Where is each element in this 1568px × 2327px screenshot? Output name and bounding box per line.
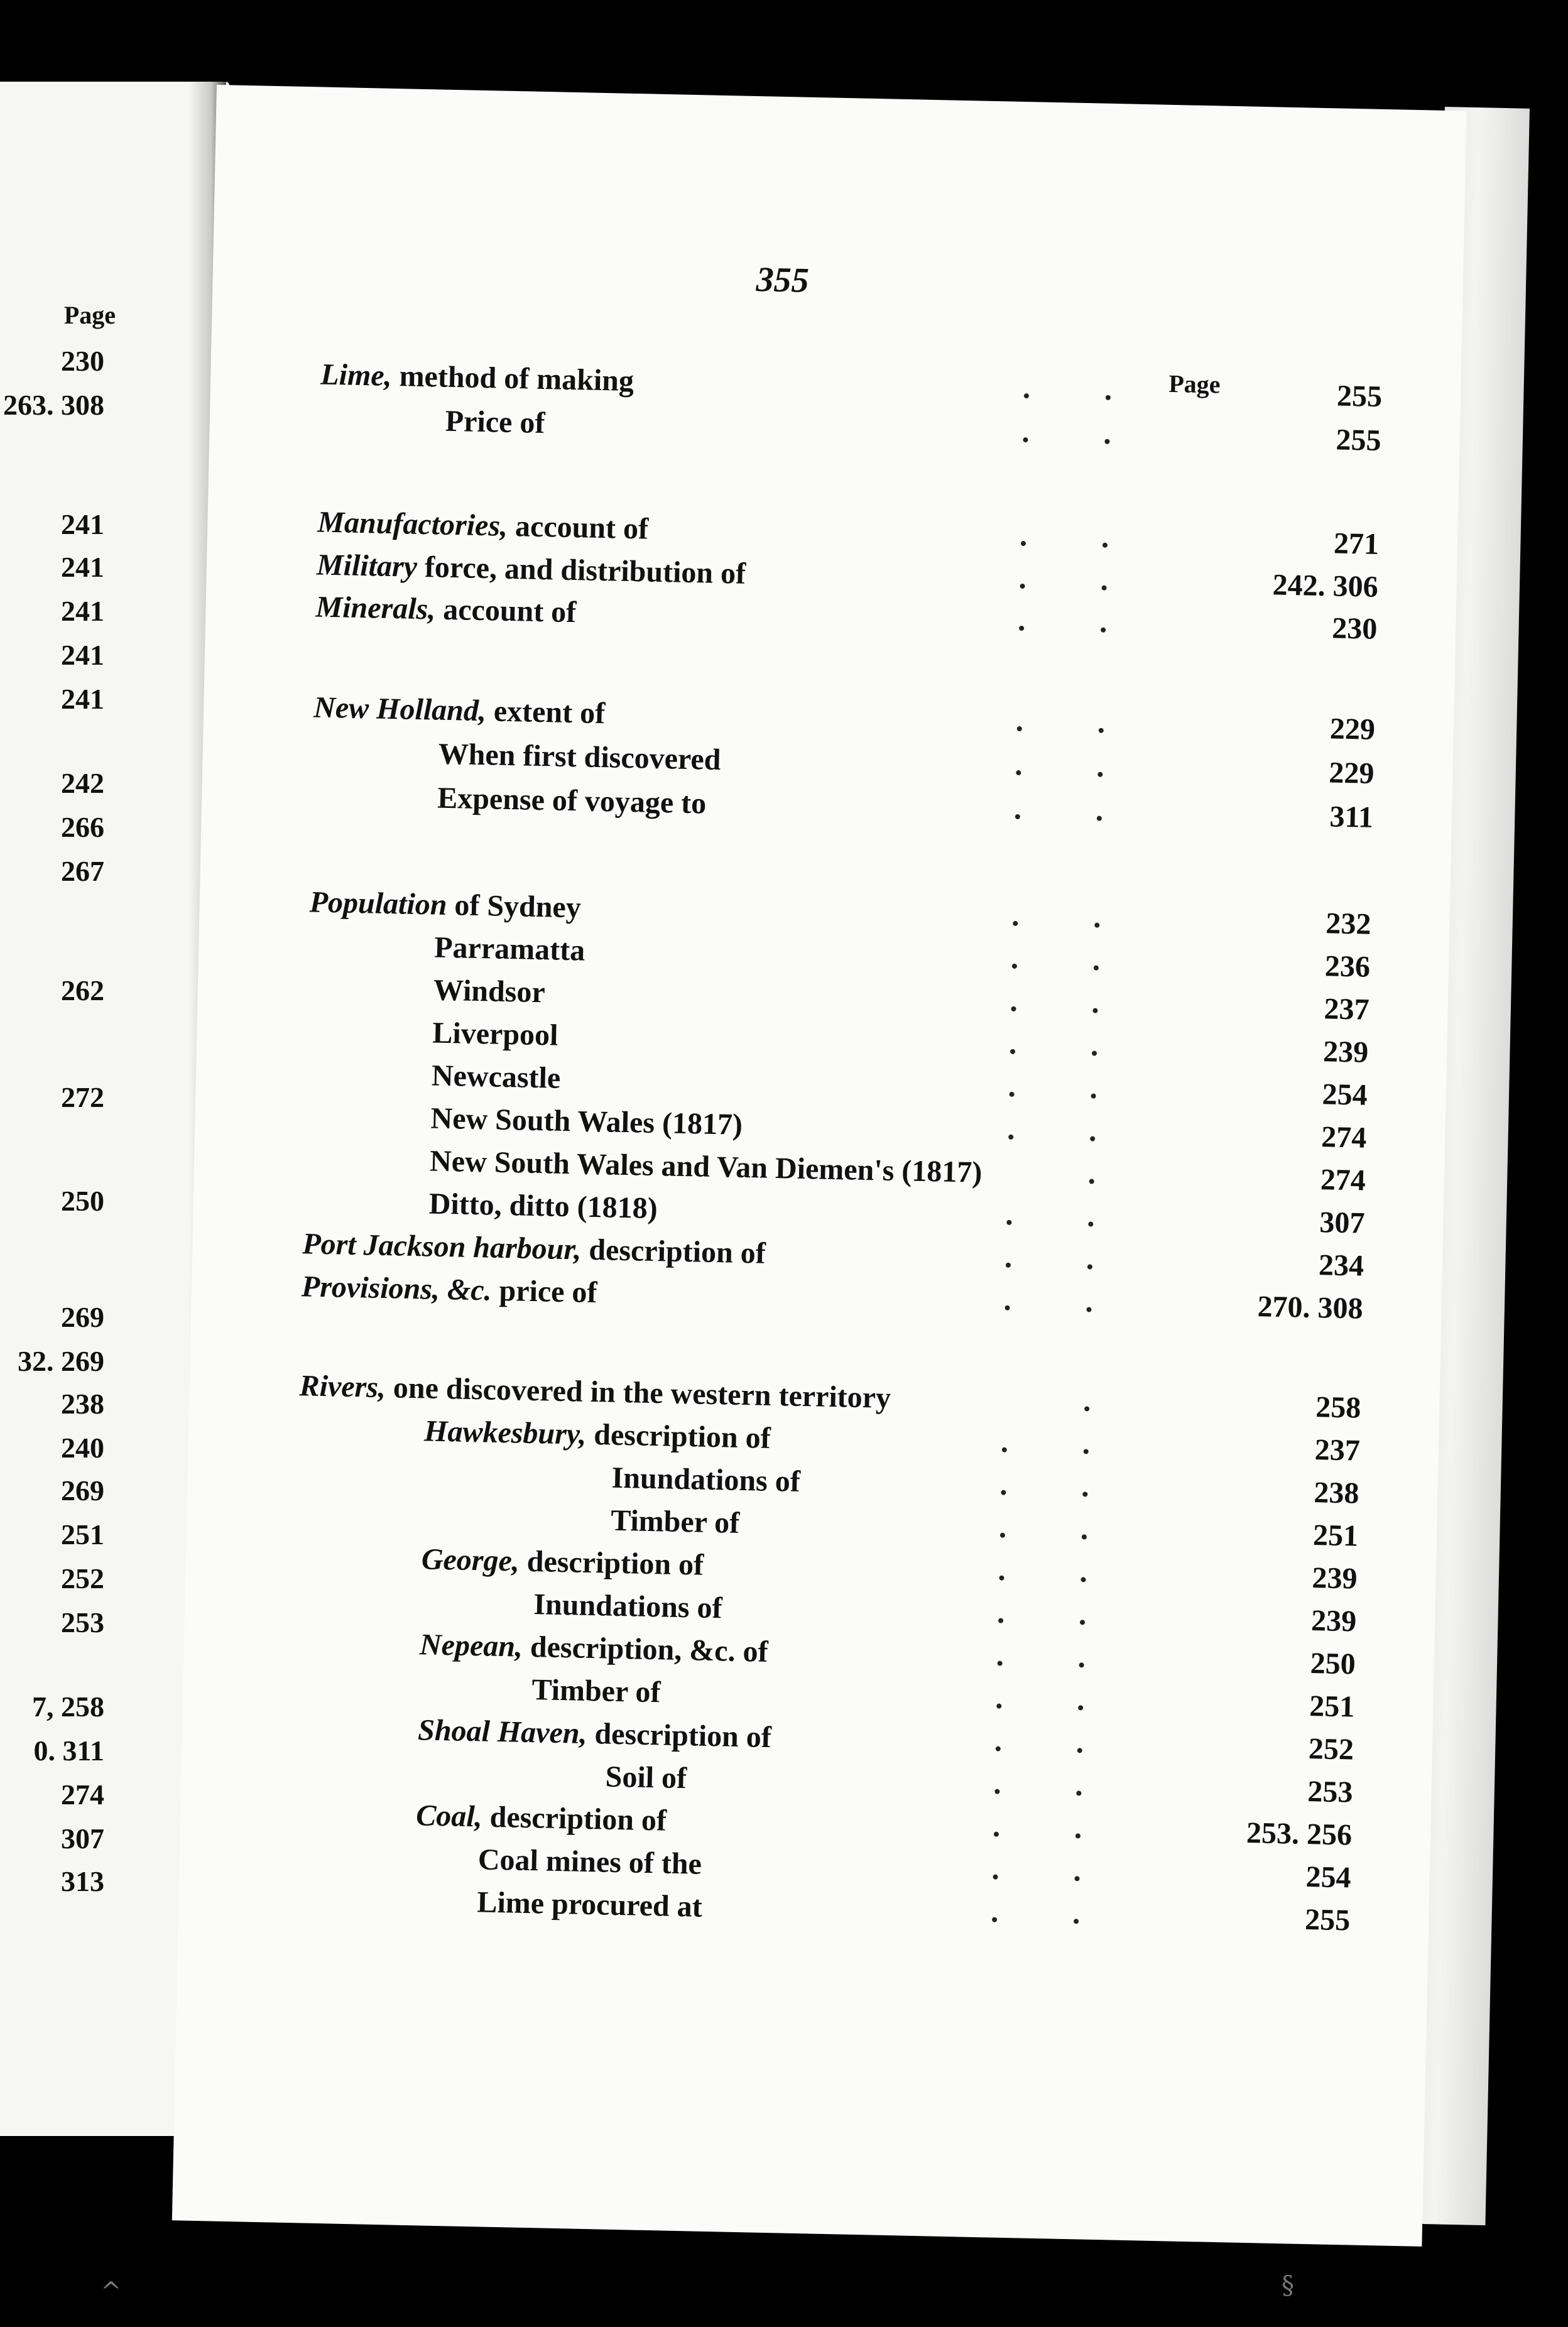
page-reference: 252 (1308, 1731, 1354, 1767)
index-subtext: description of (585, 1417, 771, 1455)
index-entry-text (299, 1368, 891, 1415)
index-entry-text (301, 1269, 597, 1310)
index-subtext: Coal mines of the (477, 1843, 702, 1881)
leader-dot (1094, 966, 1099, 971)
leader-dot (1006, 1263, 1011, 1268)
index-subtext: When first discovered (438, 737, 721, 777)
previous-page-number: 32. 269 (18, 1345, 104, 1377)
leader-dot (1092, 1051, 1097, 1056)
leader-dot (1080, 1620, 1085, 1625)
previous-page-number: 241 (61, 683, 104, 715)
page-reference: 307 (1319, 1206, 1366, 1240)
index-subtext: New South Wales and Van Diemen's (1817) (429, 1144, 983, 1189)
index-entry-text (611, 1503, 740, 1540)
scan-mark: ^ (101, 2277, 122, 2306)
leader-dot (1011, 1006, 1016, 1011)
leader-dot (1010, 1049, 1015, 1054)
page-reference: 254 (1305, 1860, 1352, 1895)
page-reference: 239 (1310, 1604, 1357, 1638)
index-subtext: description of (580, 1233, 766, 1270)
leader-dot (999, 1576, 1004, 1581)
previous-page-number: 240 (61, 1432, 104, 1464)
index-subtext: account of (507, 509, 649, 546)
previous-page-number: 0. 311 (33, 1735, 104, 1767)
page-reference: 253. 256 (1246, 1816, 1353, 1852)
leader-dot (994, 1832, 999, 1837)
index-entry-text (430, 1101, 743, 1142)
index-term: Shoal Haven, (417, 1713, 588, 1750)
leader-dot (1090, 1136, 1095, 1141)
page-reference: 251 (1309, 1689, 1355, 1724)
index-entry-text (531, 1672, 661, 1709)
page-reference: 311 (1329, 800, 1374, 834)
leader-dot (1074, 1919, 1079, 1924)
index-entry-text (419, 1627, 768, 1669)
previous-page-number: 272 (61, 1081, 104, 1113)
index-entry-text (434, 930, 585, 968)
leader-dot (1024, 393, 1029, 398)
page-reference: 274 (1320, 1120, 1367, 1155)
leader-dot (1017, 726, 1022, 731)
leader-dot (1101, 586, 1106, 591)
index-entry-text (433, 973, 545, 1010)
leader-dot (1087, 1264, 1092, 1269)
page-column-header: Page (1168, 369, 1221, 399)
index-subtext: Inundations of (611, 1461, 801, 1498)
index-term: George, (421, 1542, 520, 1578)
leader-dot (1010, 1092, 1015, 1097)
leader-dot (1091, 1093, 1096, 1098)
leader-dot (1081, 1577, 1086, 1582)
page-reference: 236 (1324, 949, 1371, 984)
index-subtext: description of (482, 1800, 667, 1838)
index-entry-text (445, 404, 545, 440)
index-entry-text (315, 589, 577, 629)
index-subtext: force, and distribution of (416, 550, 746, 591)
previous-page-number: 266 (61, 811, 104, 843)
index-entry-text (320, 357, 634, 398)
index-subtext: Windsor (433, 973, 546, 1010)
previous-page-number: 230 (61, 345, 104, 377)
leader-dot (1097, 816, 1102, 821)
index-term: Population (309, 885, 448, 922)
page-reference: 234 (1318, 1248, 1364, 1283)
leader-dot (994, 1789, 999, 1794)
index-subtext: extent of (486, 694, 606, 731)
index-entry-text (428, 1186, 658, 1226)
previous-page-number: 267 (61, 855, 104, 887)
page-reference: 254 (1322, 1077, 1368, 1112)
previous-page-number: 242 (61, 767, 104, 799)
previous-page-number: 307 (61, 1823, 104, 1855)
leader-dot (1101, 628, 1106, 633)
leader-dot (1084, 1449, 1089, 1454)
index-entry-text (431, 1059, 560, 1096)
leader-dot (1089, 1179, 1094, 1184)
previous-page-column-header: Page (63, 301, 116, 329)
index-term: Lime, (320, 357, 393, 393)
index-subtext: Newcastle (431, 1059, 561, 1095)
index-term: Provisions, &c. (301, 1270, 493, 1307)
leader-dot (1008, 1135, 1013, 1140)
previous-page-number: 263. 308 (3, 389, 104, 421)
page-reference: 239 (1312, 1561, 1358, 1596)
previous-page-number: 241 (61, 595, 104, 627)
leader-dot (1012, 964, 1017, 969)
leader-dot (998, 1661, 1003, 1666)
previous-page-number: 250 (61, 1185, 104, 1217)
index-term: New Holland, (313, 690, 487, 728)
leader-dot (1079, 1662, 1084, 1667)
index-term: Coal, (415, 1799, 483, 1834)
previous-page-number: 274 (61, 1779, 104, 1811)
previous-page-number: 251 (61, 1518, 104, 1550)
leader-dot (996, 1704, 1001, 1709)
leader-dot (1000, 1533, 1005, 1538)
page-number: 355 (756, 260, 810, 300)
index-subtext: Liverpool (432, 1016, 558, 1052)
previous-page-number: 238 (61, 1388, 104, 1420)
index-entry-text (438, 737, 721, 777)
page-reference: 251 (1312, 1518, 1359, 1553)
index-subtext: Price of (445, 404, 545, 440)
page-reference: 237 (1314, 1433, 1361, 1468)
leader-dot (1102, 543, 1108, 548)
index-term: Manufactories, (317, 505, 508, 543)
index-entry-text (477, 1842, 702, 1881)
index-subtext: Parramatta (433, 930, 585, 967)
page-reference: 270. 308 (1257, 1290, 1364, 1326)
page-reference: 271 (1333, 526, 1380, 561)
leader-dot (996, 1747, 1001, 1752)
leader-dot (1019, 626, 1024, 631)
previous-page-number: 7, 258 (32, 1691, 104, 1723)
previous-page-number: 241 (61, 639, 104, 671)
leader-dot (1094, 923, 1099, 928)
leader-dot (1023, 437, 1028, 442)
page-reference: 255 (1304, 1902, 1351, 1937)
leader-dot (1092, 1008, 1097, 1013)
index-term: Rivers, (299, 1369, 386, 1405)
index-entry-text (432, 1016, 558, 1053)
index-entry-text (611, 1461, 800, 1499)
leader-dot (1006, 1220, 1011, 1225)
page-reference: 274 (1320, 1163, 1366, 1197)
index-term: Military (316, 548, 418, 584)
index-entry-text (309, 885, 581, 925)
previous-page-number: 313 (61, 1865, 104, 1897)
index-subtext: Lime procured at (476, 1885, 703, 1924)
leader-dot (1082, 1534, 1087, 1539)
index-subtext: Inundations of (533, 1588, 723, 1625)
leader-dot (1078, 1705, 1083, 1710)
page-reference: 232 (1325, 907, 1371, 941)
leader-dot (1097, 772, 1102, 777)
previous-page-number: 269 (61, 1301, 104, 1333)
index-term: Hawkesbury, (423, 1414, 587, 1451)
page-reference: 242. 306 (1272, 568, 1379, 604)
index-term: Port Jackson harbour, (302, 1227, 582, 1267)
index-term: Nepean, (419, 1628, 523, 1664)
index-subtext: price of (491, 1273, 598, 1310)
previous-page-number: 253 (61, 1606, 104, 1638)
leader-dot (1099, 728, 1104, 733)
leader-dot (992, 1917, 997, 1922)
leader-dot (1084, 1406, 1089, 1411)
index-entry-text (424, 1414, 771, 1456)
index-entry-text (418, 1713, 772, 1755)
page-reference: 258 (1315, 1390, 1361, 1425)
previous-page-number: 241 (61, 508, 104, 540)
index-entry-text (437, 781, 707, 821)
previous-page-number: 269 (61, 1474, 104, 1507)
index-subtext: Expense of voyage to (437, 781, 707, 820)
leader-dot (1104, 439, 1109, 444)
index-subtext: description, &c. of (522, 1630, 769, 1669)
page-reference: 239 (1322, 1035, 1369, 1069)
leader-dot (1016, 770, 1021, 775)
page-reference: 250 (1310, 1647, 1356, 1681)
index-entry-text (533, 1587, 722, 1625)
index-subtext: Timber of (610, 1503, 740, 1540)
index-entry-text (421, 1542, 704, 1582)
leader-dot (1021, 541, 1026, 546)
leader-dot (1082, 1491, 1087, 1496)
scan-mark: § (1282, 2271, 1294, 2300)
leader-dot (1077, 1748, 1082, 1753)
index-entry-text (605, 1760, 687, 1796)
leader-dot (993, 1875, 998, 1880)
index-subtext: description of (586, 1716, 772, 1755)
leader-dot (1020, 584, 1025, 589)
leader-dot (1002, 1447, 1007, 1452)
index-subtext: Ditto, ditto (1818) (428, 1187, 658, 1226)
index-term: Minerals, (315, 590, 436, 626)
leader-dot (1004, 1305, 1010, 1311)
index-page (172, 85, 1467, 2247)
leader-dot (1088, 1221, 1093, 1226)
page-reference: 229 (1329, 712, 1376, 746)
previous-page-number: 241 (61, 551, 104, 583)
index-subtext: description of (519, 1544, 704, 1582)
leader-dot (1075, 1833, 1081, 1838)
index-subtext: New South Wales (1817) (430, 1101, 743, 1142)
index-subtext: one discovered in the western territory (385, 1371, 891, 1415)
leader-dot (1086, 1307, 1091, 1312)
leader-dot (1074, 1876, 1079, 1881)
leader-dot (1076, 1790, 1081, 1796)
leader-dot (1001, 1490, 1006, 1495)
index-subtext: of Sydney (446, 888, 582, 925)
index-subtext: account of (435, 592, 577, 629)
page-reference: 255 (1336, 379, 1383, 413)
page-reference: 237 (1324, 992, 1370, 1027)
page-reference: 238 (1313, 1476, 1359, 1510)
index-entry-text (416, 1798, 667, 1838)
leader-dot (998, 1618, 1003, 1623)
previous-page-number: 262 (61, 974, 104, 1006)
index-subtext: method of making (391, 359, 634, 398)
index-entry-text (317, 505, 649, 547)
index-subtext: Soil of (605, 1760, 687, 1796)
page-reference: 229 (1328, 756, 1375, 790)
page-reference: 255 (1336, 423, 1382, 457)
page-reference: 253 (1307, 1774, 1354, 1809)
leader-dot (1015, 814, 1020, 819)
leader-dot (1106, 395, 1111, 400)
index-entry-text (477, 1885, 702, 1924)
index-subtext: Timber of (531, 1673, 662, 1709)
leader-dot (1013, 921, 1018, 926)
index-entry-text (313, 690, 606, 731)
previous-page-number: 252 (61, 1562, 104, 1594)
page-reference: 230 (1331, 611, 1378, 646)
